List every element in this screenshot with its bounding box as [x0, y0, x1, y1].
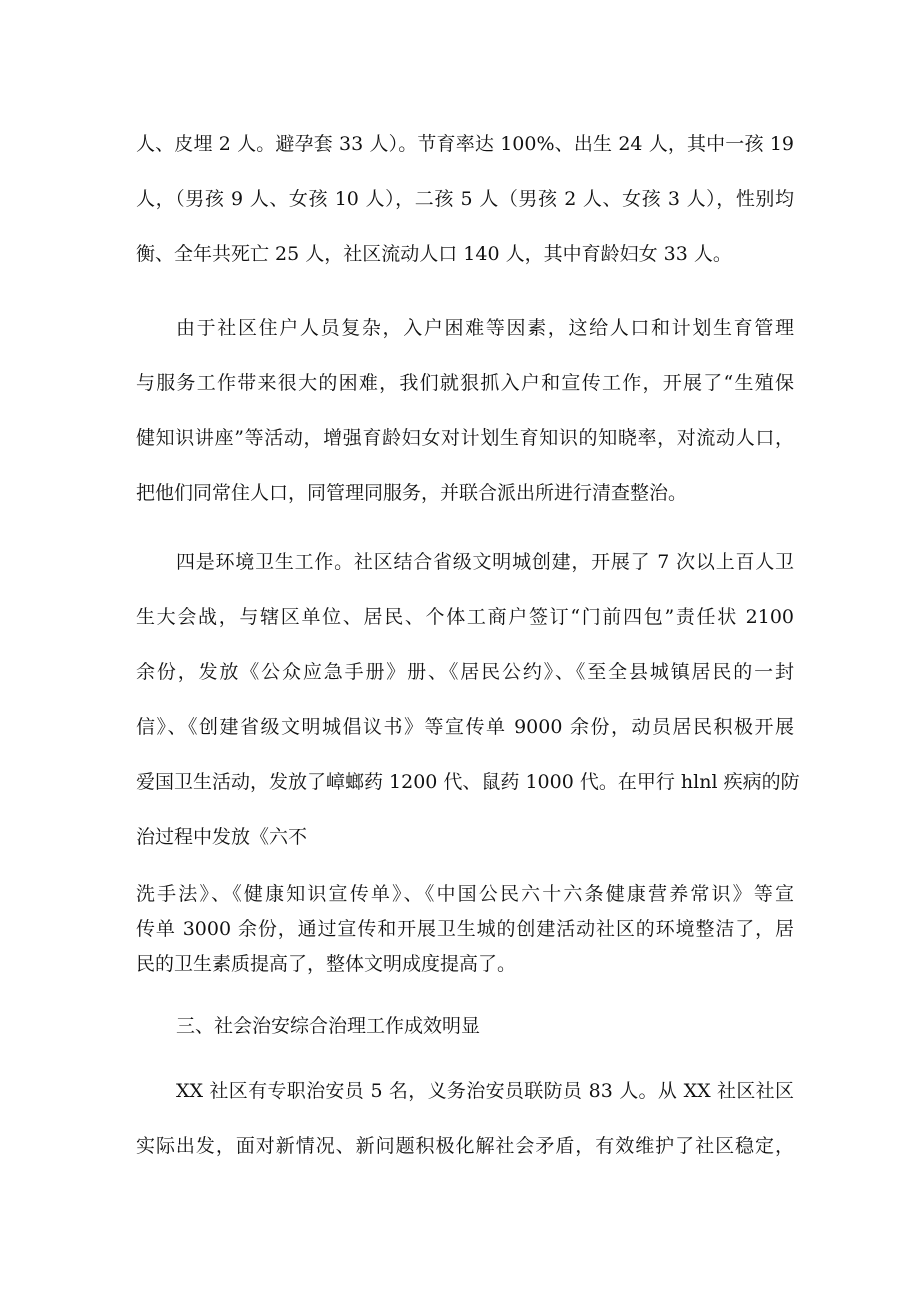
paragraph-4-line-1: 洗手法》、《健康知识宣传单》、《中国公民六十六条健康营养常识》等宣: [136, 883, 794, 905]
paragraph-5-line-2: 实际出发，面对新情况、新问题积极化解社会矛盾，有效维护了社区稳定，: [136, 1135, 794, 1157]
paragraph-3-line-5: 爱国卫生活动，发放了嶂螂药 1200 代、鼠药 1000 代。在甲行 hlnl 疾病的防: [136, 771, 800, 793]
paragraph-4: [136, 881, 794, 986]
paragraph-2-line-4: 把他们同常住人口，同管理同服务，并联合派出所进行清查整治。: [136, 482, 688, 504]
paragraph-3-line-1: 四是环境卫生工作。社区结合省级文明城创建，开展了 7 次以上百人卫: [176, 551, 794, 573]
paragraph-3-line-3: 余份，发放《公众应急手册》册、《居民公约》、《至全县城镇居民的一封: [136, 661, 794, 683]
paragraph-2-line-2: 与服务工作带来很大的困难，我们就狠抓入户和宣传工作，开展了“生殖保: [136, 372, 794, 394]
paragraph-3-line-4: 信》、《创建省级文明城倡议书》等宣传单 9000 余份，动员居民积极开展: [136, 716, 794, 738]
paragraph-5-line-1: XX 社区有专职治安员 5 名，义务治安员联防员 83 人。从 XX 社区社区: [176, 1080, 794, 1102]
paragraph-1-line-3: 衡、全年共死亡 25 人，社区流动人口 140 人，其中育龄妇女 33 人。: [136, 243, 732, 265]
paragraph-1-line-2: 人，（男孩 9 人、女孩 10 人），二孩 5 人（男孩 2 人、女孩 3 人），性别均: [136, 188, 794, 210]
paragraph-1-line-1: 人、皮埋 2 人。避孕套 33 人）。节育率达 100%、出生 24 人，其中一孩 19: [136, 133, 794, 155]
paragraph-4-line-2: 传单 3000 余份，通过宣传和开展卫生城的创建活动社区的环境整洁了，居: [136, 918, 794, 940]
paragraph-2-line-1: 由于社区住户人员复杂，入户困难等因素，这给人口和计划生育管理: [176, 317, 794, 339]
paragraph-2-line-3: 健知识讲座”等活动，增强育龄妇女对计划生育知识的知晓率，对流动人口，: [136, 427, 794, 449]
paragraph-3-line-6: 治过程中发放《六不: [136, 826, 308, 848]
paragraph-4-line-3: 民的卫生素质提高了，整体文明成度提高了。: [136, 953, 517, 975]
section-heading: 三、社会治安综合治理工作成效明显: [176, 1015, 481, 1037]
paragraph-3-line-2: 生大会战，与辖区单位、居民、个体工商户签订“门前四包”责任状 2100: [136, 606, 794, 628]
